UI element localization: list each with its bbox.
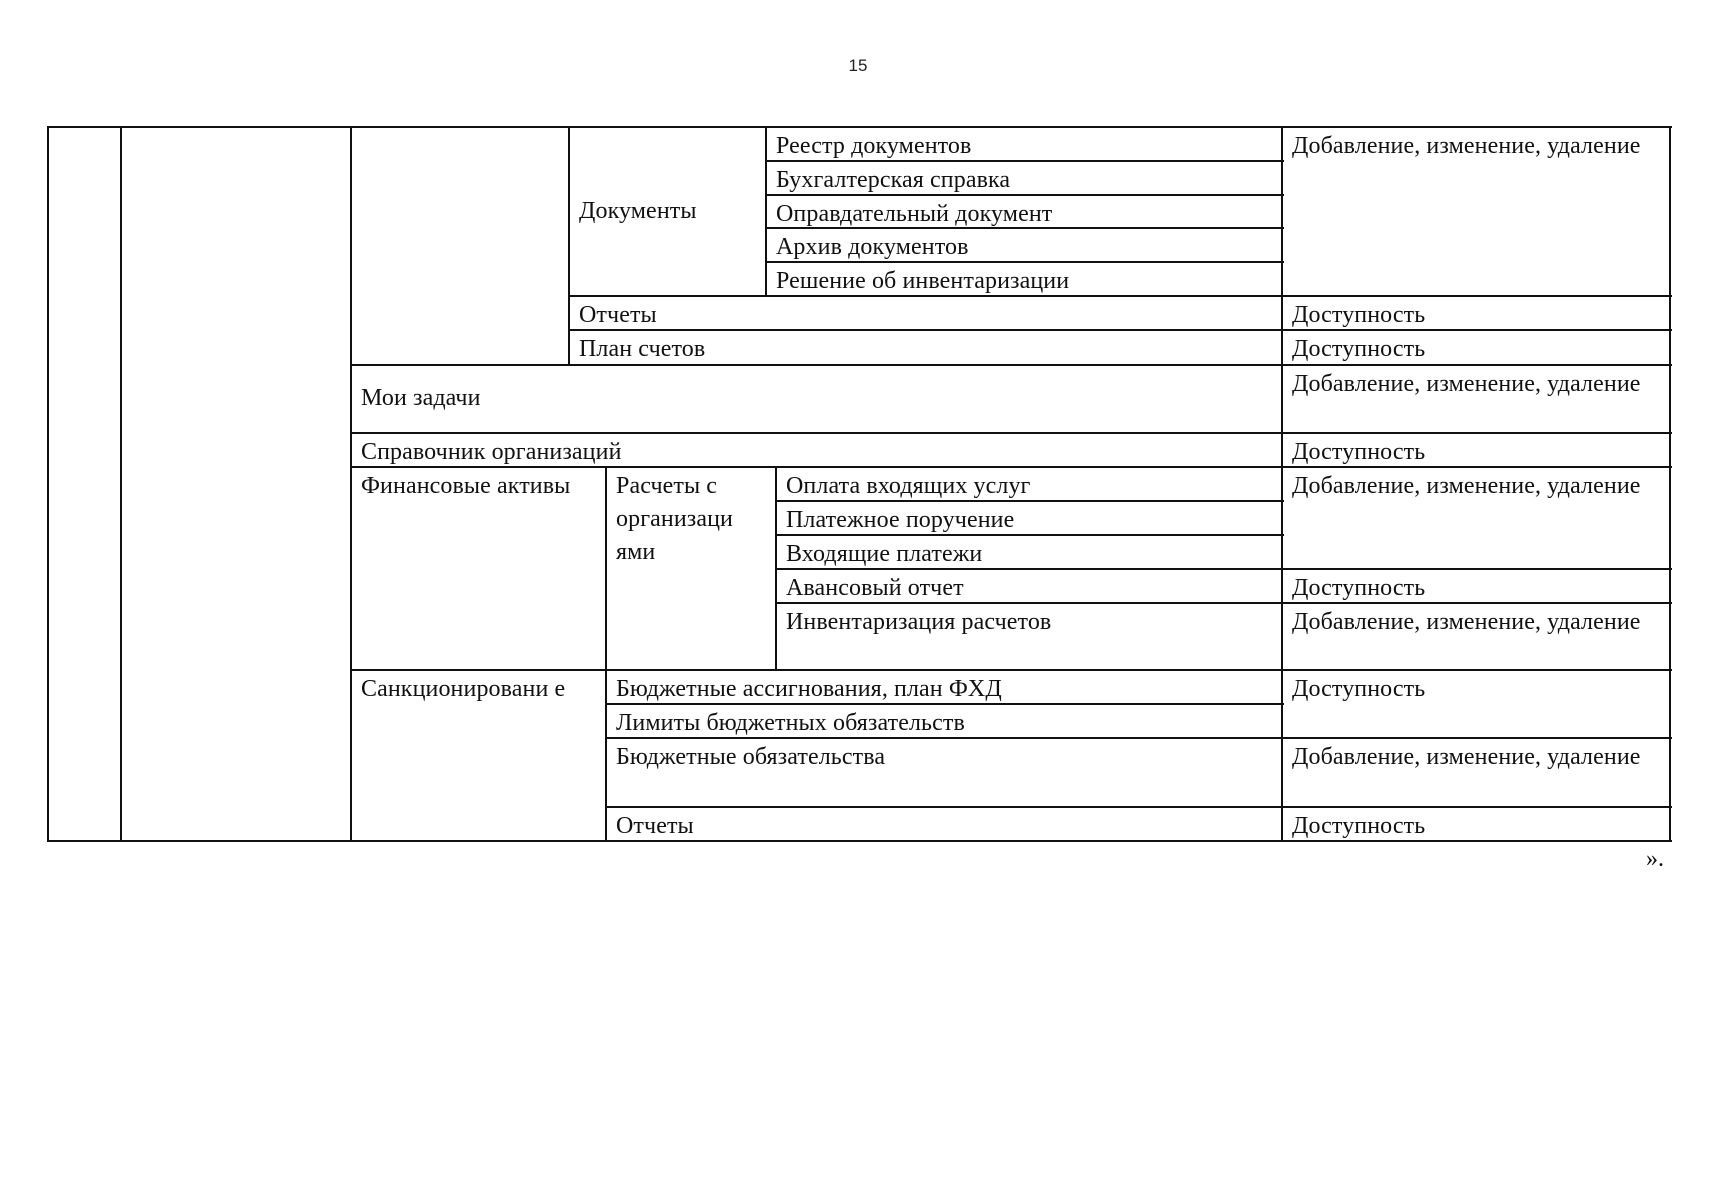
table-rule bbox=[776, 568, 1672, 570]
cell-text: Расчеты с организаци ями bbox=[616, 473, 734, 565]
chart-of-accounts-item bbox=[569, 330, 1282, 365]
reports-permission bbox=[1282, 296, 1670, 330]
settlement-inventory-item bbox=[776, 603, 1282, 670]
cell-text: Финансовые активы bbox=[361, 473, 571, 499]
organization-directory-permission bbox=[1282, 433, 1670, 467]
inventory-decision-item bbox=[766, 262, 1282, 296]
supporting-document-item bbox=[766, 195, 1282, 228]
table-rule bbox=[766, 227, 1284, 229]
cell-text: Санкционировани е bbox=[361, 676, 566, 702]
table-rule bbox=[351, 364, 1672, 366]
documents-archive-item bbox=[766, 228, 1282, 262]
accounting-note-item bbox=[766, 161, 1282, 195]
table-rule bbox=[351, 466, 1672, 468]
cell-text: Доступность bbox=[1292, 302, 1426, 328]
cell-text: Справочник организаций bbox=[361, 439, 622, 465]
table-rule bbox=[1669, 126, 1671, 842]
documents-section bbox=[569, 127, 766, 296]
table-rule bbox=[48, 840, 1672, 842]
budget-commitments-item bbox=[606, 738, 1282, 807]
cell-text: Добавление, изменение, удаление bbox=[1292, 744, 1641, 770]
advance-report-item bbox=[776, 569, 1282, 603]
cell-text: Входящие платежи bbox=[786, 541, 983, 567]
cell-text: Бюджетные ассигнования, план ФХД bbox=[616, 676, 1002, 702]
cell-text: Добавление, изменение, удаление bbox=[1292, 371, 1641, 397]
incoming-payments-item bbox=[776, 535, 1282, 569]
chart-of-accounts-permission bbox=[1282, 330, 1670, 365]
table-rule bbox=[606, 806, 1672, 808]
table-rule bbox=[776, 534, 1284, 536]
cell-text: Архив документов bbox=[776, 234, 969, 260]
cell-text: Доступность bbox=[1292, 575, 1426, 601]
incoming-services-payment-item bbox=[776, 467, 1282, 501]
organization-directory-item bbox=[351, 433, 1282, 467]
cell-text: План счетов bbox=[579, 336, 706, 362]
cell-text: Решение об инвентаризации bbox=[776, 268, 1070, 294]
table-rule bbox=[765, 126, 767, 297]
sanctioning-section bbox=[351, 670, 606, 841]
table-rule bbox=[1281, 126, 1283, 842]
budget-commitment-limits-item bbox=[606, 704, 1282, 738]
budget-allocations-permission bbox=[1282, 670, 1670, 738]
documents-permission bbox=[1282, 127, 1670, 296]
advance-report-permission bbox=[1282, 569, 1670, 603]
cell-text: Инвентаризация расчетов bbox=[786, 609, 1052, 635]
payments-permission bbox=[1282, 467, 1670, 569]
table-rule bbox=[605, 466, 607, 842]
my-tasks-permission bbox=[1282, 365, 1670, 433]
sanctioning-reports-item bbox=[606, 807, 1282, 841]
page-number: 15 bbox=[848, 56, 868, 75]
financial-assets-section bbox=[351, 467, 606, 670]
cell-text: Бюджетные обязательства bbox=[616, 744, 886, 770]
cell-text: Добавление, изменение, удаление bbox=[1292, 609, 1641, 635]
cell-text: Реестр документов bbox=[776, 133, 972, 159]
table-rule bbox=[606, 737, 1672, 739]
table-rule bbox=[350, 126, 352, 842]
table-rule bbox=[120, 126, 122, 842]
budget-allocations-item bbox=[606, 670, 1282, 704]
table-rule bbox=[47, 126, 49, 842]
cell-text: Доступность bbox=[1292, 813, 1426, 839]
table-rule bbox=[776, 500, 1284, 502]
table-rule bbox=[569, 295, 1672, 297]
cell-text: Авансовый отчет bbox=[786, 575, 964, 601]
cell-text: Бухгалтерская справка bbox=[776, 167, 1011, 193]
table-rule bbox=[766, 261, 1284, 263]
settlement-inventory-permission bbox=[1282, 603, 1670, 670]
cell-text: Доступность bbox=[1292, 439, 1426, 465]
cell-text: Оправдательный документ bbox=[776, 201, 1053, 227]
table-rule bbox=[569, 329, 1672, 331]
documents-registry-item bbox=[766, 127, 1282, 161]
cell-text: Добавление, изменение, удаление bbox=[1292, 473, 1641, 499]
cell-text: Отчеты bbox=[616, 813, 694, 839]
cell-text: Оплата входящих услуг bbox=[786, 473, 1031, 499]
sanctioning-reports-permission bbox=[1282, 807, 1670, 841]
payment-order-item bbox=[776, 501, 1282, 535]
cell-text: Мои задачи bbox=[361, 385, 481, 411]
settlements-with-organizations-section bbox=[606, 467, 776, 670]
table-rule bbox=[48, 126, 1672, 128]
permissions-table bbox=[48, 127, 1670, 841]
cell-text: Доступность bbox=[1292, 336, 1426, 362]
cell-text: Документы bbox=[579, 197, 697, 224]
budget-commitments-permission bbox=[1282, 738, 1670, 807]
table-rule bbox=[766, 160, 1284, 162]
closing-quote-mark: ». bbox=[1646, 846, 1664, 872]
table-rule bbox=[766, 194, 1284, 196]
table-rule bbox=[776, 602, 1672, 604]
my-tasks-item bbox=[351, 365, 1282, 433]
table-rule bbox=[351, 432, 1672, 434]
cell-text: Доступность bbox=[1292, 676, 1426, 702]
table-rule bbox=[606, 703, 1284, 705]
cell-text: Отчеты bbox=[579, 302, 657, 328]
cell-text: Добавление, изменение, удаление bbox=[1292, 133, 1641, 159]
table-rule bbox=[351, 669, 1672, 671]
cell-text: Платежное поручение bbox=[786, 507, 1015, 533]
cell-text: Лимиты бюджетных обязательств bbox=[616, 710, 965, 736]
reports-item bbox=[569, 296, 1282, 330]
